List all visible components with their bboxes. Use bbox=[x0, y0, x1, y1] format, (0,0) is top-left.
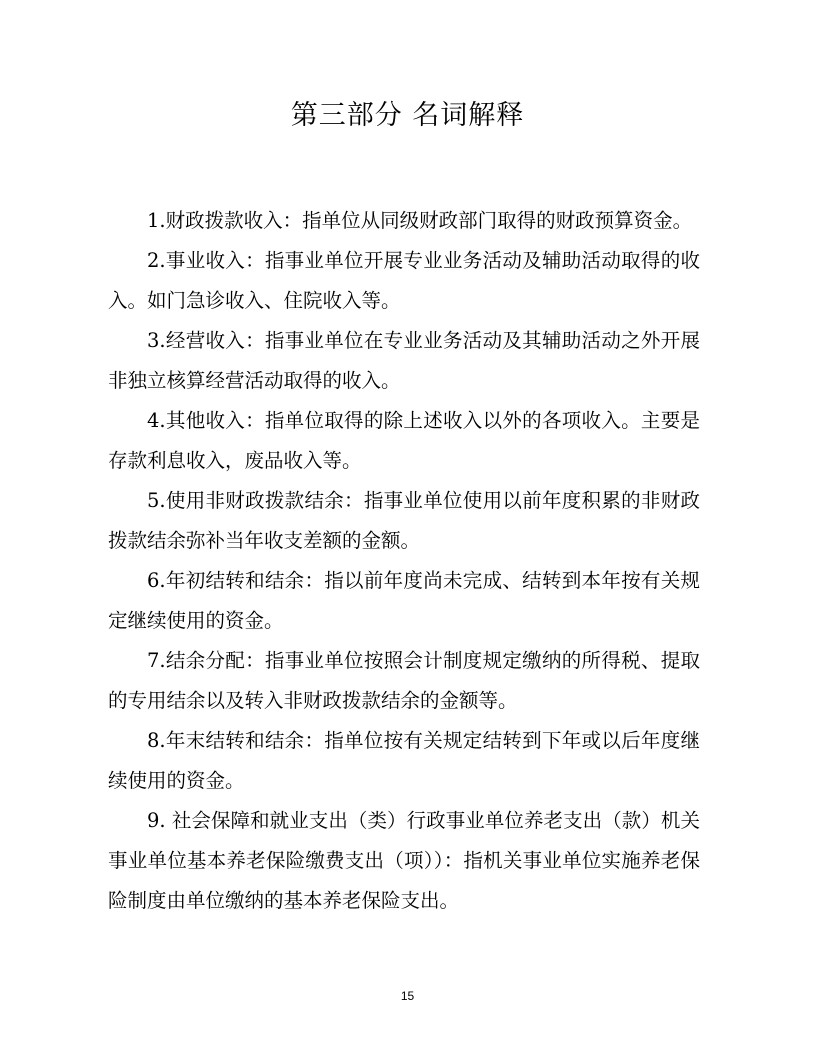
document-body bbox=[108, 201, 700, 921]
paragraph-number: 3. bbox=[147, 329, 166, 352]
definition-paragraph-1 bbox=[108, 201, 700, 241]
paragraph-number: 7. bbox=[147, 649, 166, 672]
definition-paragraph-5 bbox=[108, 481, 700, 561]
paragraph-text: 其他收入：指单位取得的除上述收入以外的各项收入。主要是存款利息收入，废品收入等。 bbox=[108, 409, 700, 472]
paragraph-text: 结余分配：指事业单位按照会计制度规定缴纳的所得税、提取的专用结余以及转入非财政拨款结余的金额等。 bbox=[108, 649, 700, 712]
paragraph-number: 2. bbox=[147, 249, 166, 272]
definition-paragraph-2 bbox=[108, 241, 700, 321]
definition-paragraph-4 bbox=[108, 401, 700, 481]
paragraph-number: 6. bbox=[147, 569, 166, 592]
definition-paragraph-9 bbox=[108, 801, 700, 921]
definition-paragraph-7 bbox=[108, 641, 700, 721]
paragraph-number: 9. bbox=[147, 809, 172, 832]
paragraph-number: 4. bbox=[147, 409, 166, 432]
definition-paragraph-6 bbox=[108, 561, 700, 641]
paragraph-text: 年初结转和结余：指以前年度尚未完成、结转到本年按有关规定继续使用的资金。 bbox=[108, 569, 700, 632]
paragraph-text: 经营收入：指事业单位在专业业务活动及其辅助活动之外开展非独立核算经营活动取得的收入。 bbox=[108, 329, 700, 392]
page-number: 15 bbox=[400, 989, 415, 1003]
definition-paragraph-8 bbox=[108, 721, 700, 801]
paragraph-text: 使用非财政拨款结余：指事业单位使用以前年度积累的非财政拨款结余弥补当年收支差额的金额。 bbox=[108, 489, 700, 552]
definition-paragraph-3 bbox=[108, 321, 700, 401]
paragraph-text: 财政拨款收入：指单位从同级财政部门取得的财政预算资金。 bbox=[165, 209, 693, 232]
paragraph-text: 年末结转和结余：指单位按有关规定结转到下年或以后年度继续使用的资金。 bbox=[108, 729, 700, 792]
page-title: 第三部分 名词解释 bbox=[290, 100, 525, 131]
paragraph-text: 事业收入：指事业单位开展专业业务活动及辅助活动取得的收入。如门急诊收入、住院收入等。 bbox=[108, 249, 700, 312]
paragraph-number: 1. bbox=[147, 209, 166, 232]
paragraph-text: 社会保障和就业支出（类）行政事业单位养老支出（款）机关事业单位基本养老保险缴费支出（项））：指机关事业单位实施养老保险制度由单位缴纳的基本养老保险支出。 bbox=[108, 809, 700, 912]
paragraph-number: 5. bbox=[147, 489, 166, 512]
paragraph-number: 8. bbox=[147, 729, 166, 752]
